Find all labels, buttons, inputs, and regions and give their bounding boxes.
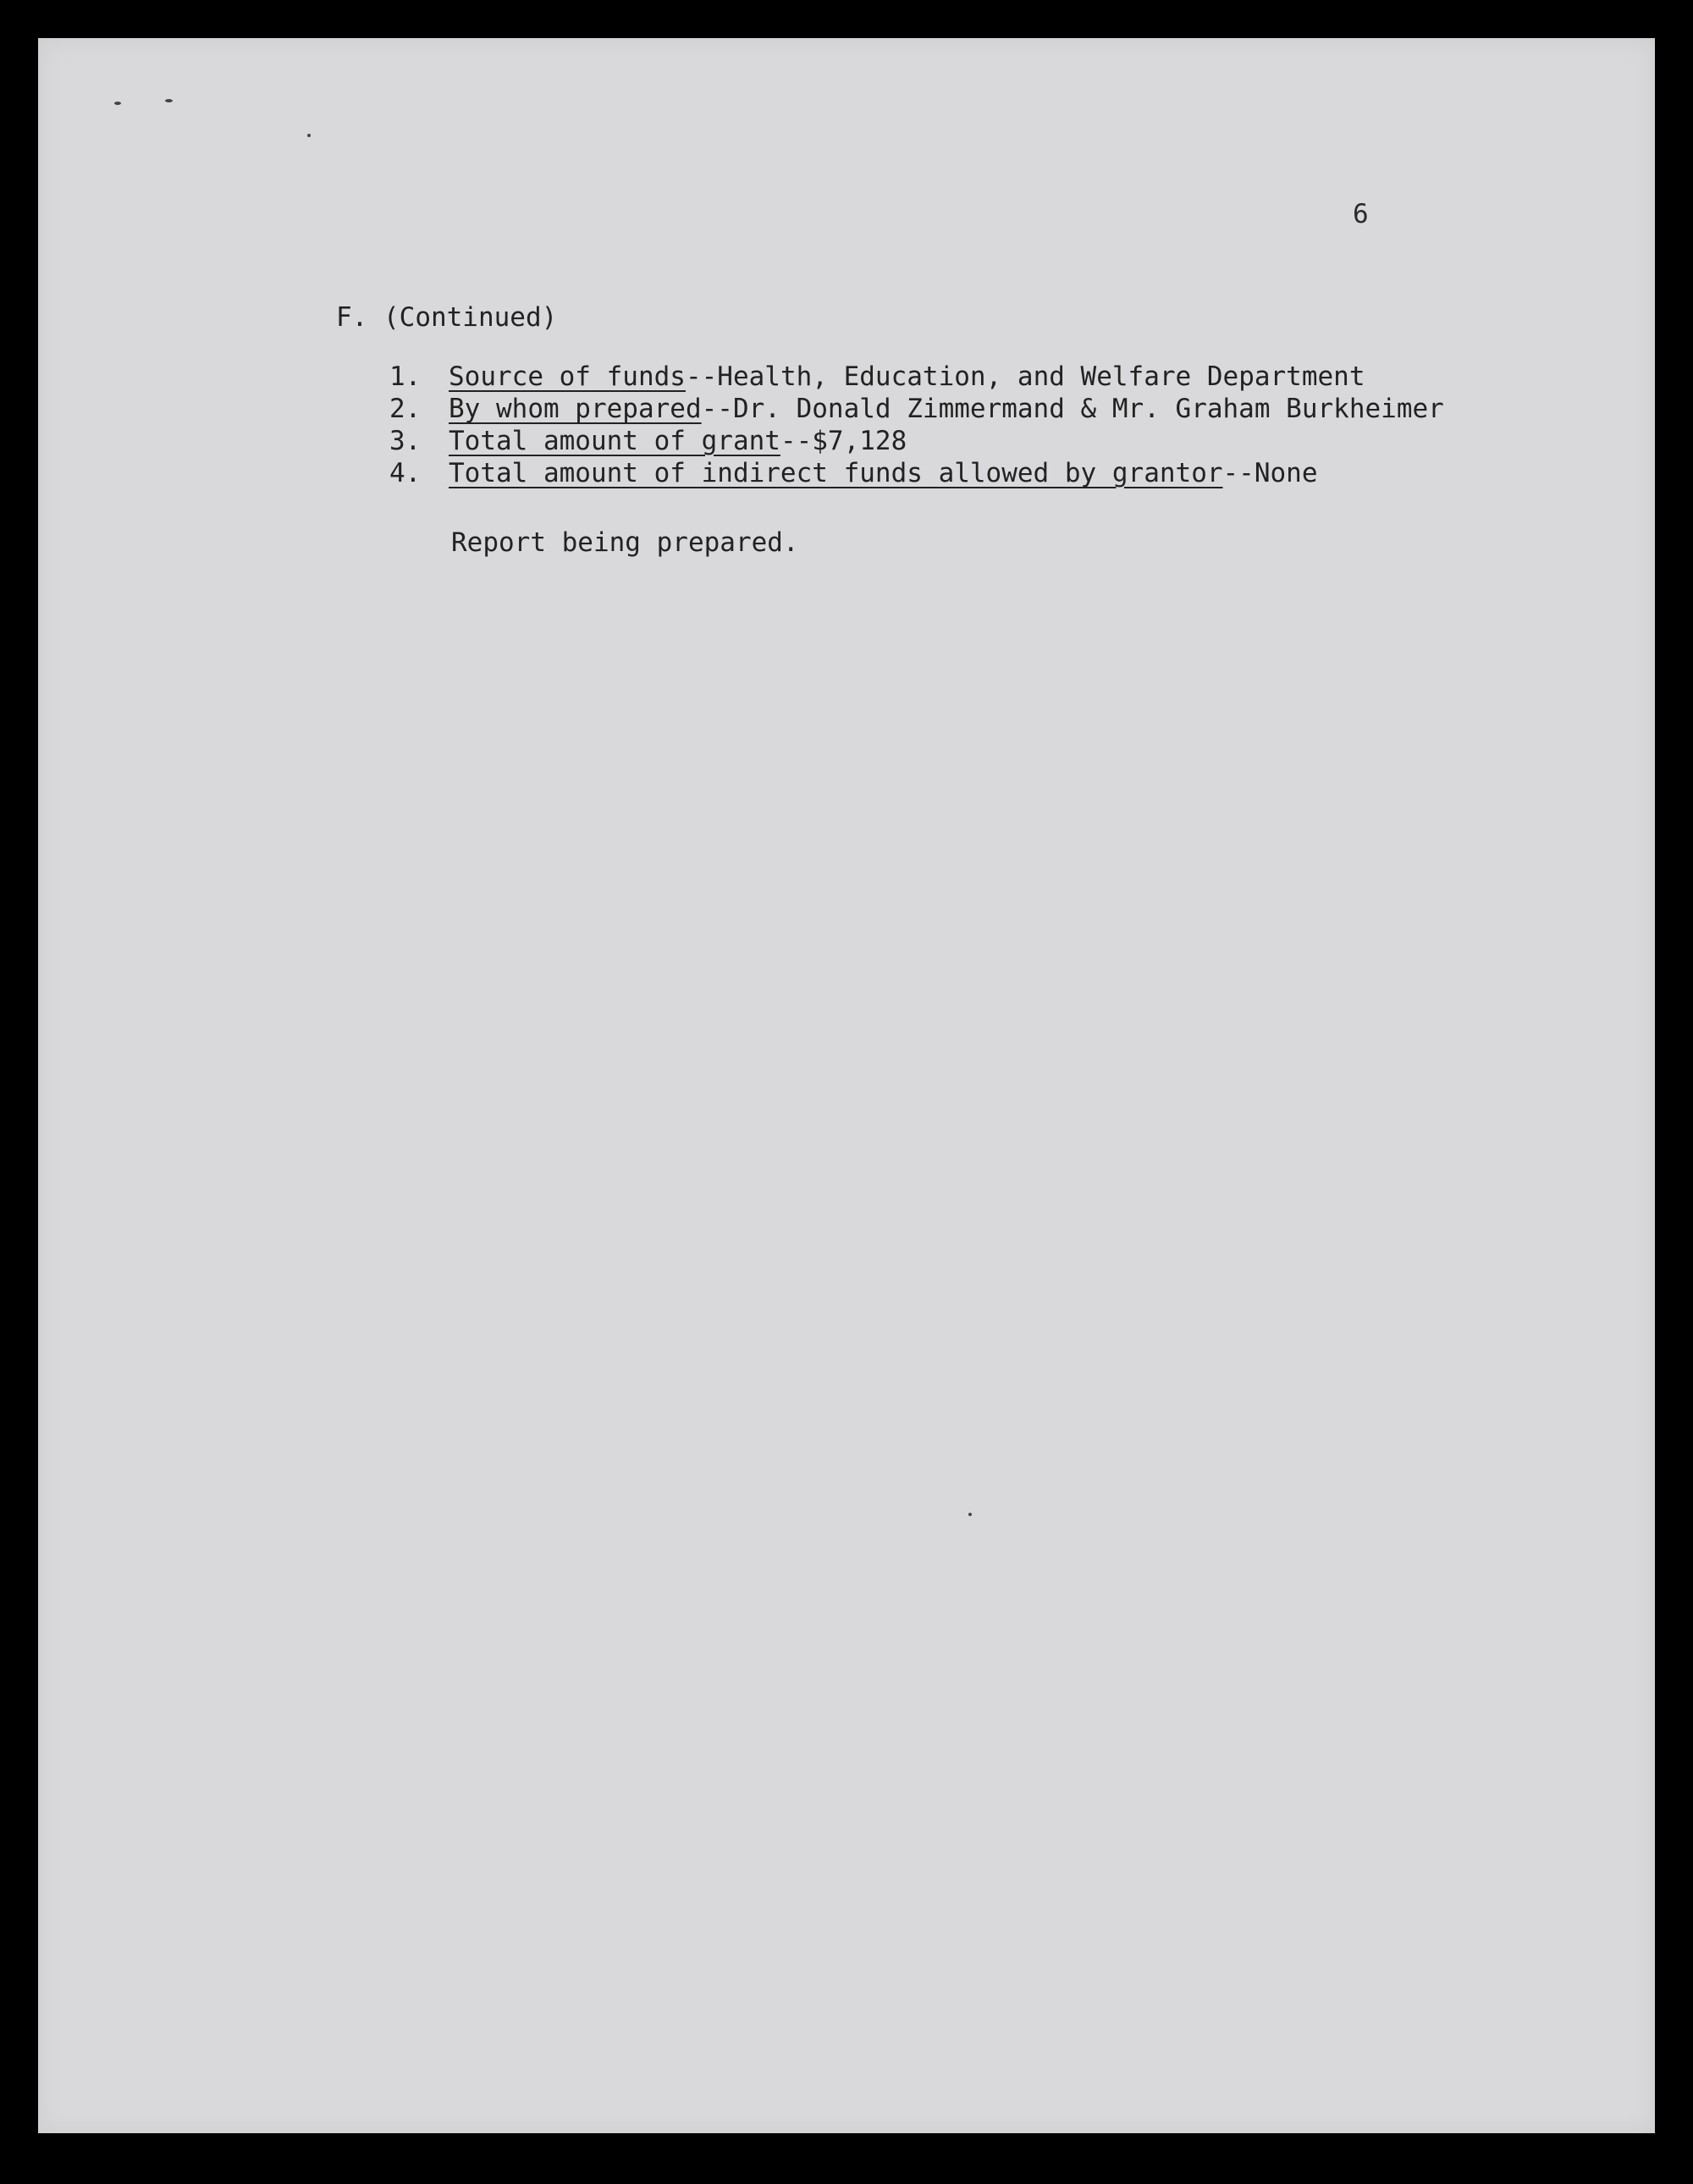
item-value: --None bbox=[1222, 458, 1318, 488]
section-heading: F. (Continued) bbox=[336, 302, 558, 333]
list-item bbox=[389, 396, 1444, 422]
scan-mark bbox=[165, 99, 173, 102]
scan-mark bbox=[968, 1513, 972, 1516]
item-label: Source of funds bbox=[449, 361, 686, 392]
item-value: --Health, Education, and Welfare Department bbox=[685, 361, 1365, 392]
list-item bbox=[389, 458, 1318, 488]
document-page bbox=[38, 38, 1655, 2133]
list-item bbox=[389, 361, 1365, 392]
item-number: 1. bbox=[389, 361, 422, 392]
item-value: --$7,128 bbox=[780, 426, 907, 456]
item-number: 4. bbox=[389, 458, 422, 488]
item-number: 3. bbox=[389, 426, 422, 456]
page-number: 6 bbox=[1353, 199, 1369, 229]
list-item bbox=[389, 428, 907, 455]
item-label: By whom prepared bbox=[449, 394, 702, 424]
report-note: Report being prepared. bbox=[451, 527, 799, 558]
scan-mark bbox=[307, 134, 311, 137]
scan-mark bbox=[114, 102, 121, 105]
item-label: Total amount of indirect funds allowed by grantor bbox=[449, 458, 1223, 488]
item-number: 2. bbox=[389, 394, 422, 424]
item-label: Total amount of grant bbox=[449, 426, 780, 456]
item-value: --Dr. Donald Zimmermand & Mr. Graham Burkheimer bbox=[701, 394, 1444, 424]
